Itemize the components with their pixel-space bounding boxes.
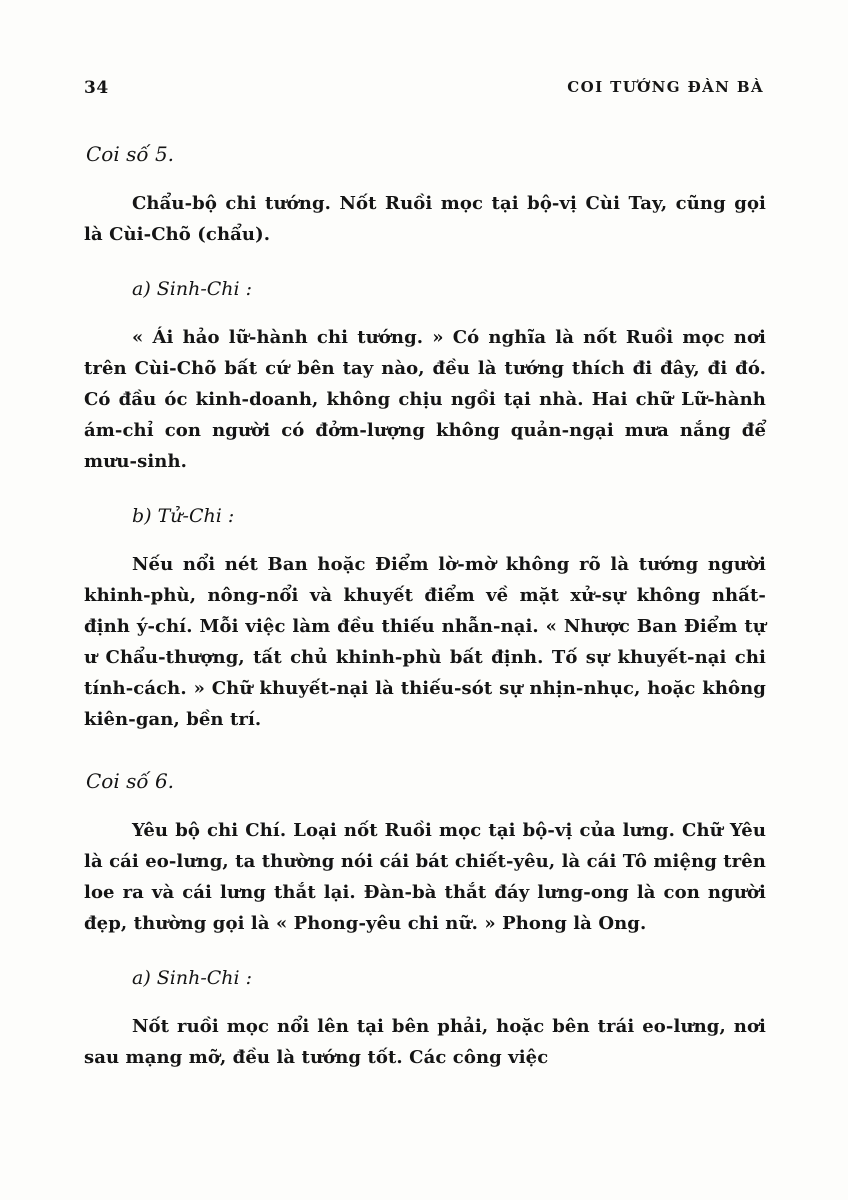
section-intro-6 — [84, 815, 766, 939]
section-label-6: Coi số 6. — [86, 769, 175, 793]
subsection-label-sinh-chi: a) Sinh-Chi : — [132, 278, 253, 300]
running-title: COI TƯỚNG ĐÀN BÀ — [567, 78, 764, 96]
section-intro-5 — [84, 188, 766, 250]
subsection-text-sinh-chi: Nốt ruồi mọc nổi lên tại bên phải, hoặc bên trái eo-lưng, nơi sau mạng mỡ, đều là tướng tốt. Các công việc — [84, 1016, 766, 1068]
subsection-text-sinh-chi: « Ái hảo lữ-hành chi tướng. » Có nghĩa là nốt Ruồi mọc nơi trên Cùi-Chõ bất cứ bên tay nào, đều là tướng thích đi đây, đi đó. Có đầu óc kinh-doanh, không chịu ngồi tại nhà. Hai chữ Lữ-hành ám-chỉ con người có đởm-lượng không quản-ngại mưa nắng để mưu-sinh. — [84, 327, 766, 472]
subsection-label-tu-chi: b) Tử-Chi : — [132, 505, 235, 527]
page-body — [84, 142, 766, 1073]
section-label-5: Coi số 5. — [86, 142, 175, 166]
section-intro-text: Loại nốt Ruồi mọc tại bộ-vị của lưng. Chữ Yêu là cái eo-lưng, ta thường nói cái bát chiết-yêu, là cái Tô miệng trên loe ra và cái lưng thắt lại. Đàn-bà thắt đáy lưng-ong là con người đẹp, thường gọi là « Phong-yêu chi nữ. » Phong là Ong. — [84, 820, 767, 934]
section-intro-lead: Yêu bộ chi Chí. — [132, 820, 287, 841]
subsection-label-sinh-chi: a) Sinh-Chi : — [132, 967, 253, 989]
section-intro-text: Nốt Ruồi mọc tại bộ-vị Cùi Tay, cũng gọi là Cùi-Chõ (chẩu). — [84, 193, 766, 245]
page-number: 34 — [84, 78, 109, 98]
page-header — [84, 78, 764, 102]
section-intro-lead: Chẩu-bộ chi tướng. — [132, 193, 331, 214]
subsection-text-tu-chi: Nếu nổi nét Ban hoặc Điểm lờ-mờ không rõ là tướng người khinh-phù, nông-nổi và khuyết điểm về mặt xử-sự không nhất-định ý-chí. Mỗi việc làm đều thiếu nhẫn-nại. « Nhược Ban Điểm tự ư Chẩu-thượng, tất chủ khinh-phù bất định. Tố sự khuyết-nại chi tính-cách. » Chữ khuyết-nại là thiếu-sót sự nhịn-nhục, hoặc không kiên-gan, bền trí. — [84, 554, 766, 730]
